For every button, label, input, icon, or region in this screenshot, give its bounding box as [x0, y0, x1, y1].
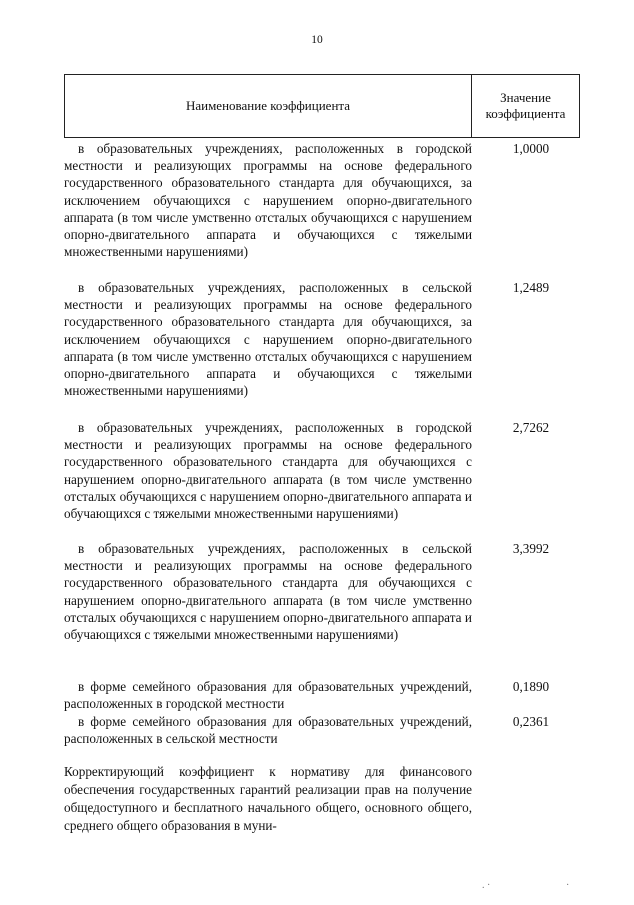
row-description: в форме семейного образования для образовательных учреждений, расположенных в сельской местности	[64, 714, 472, 747]
closing-paragraph: Корректирующий коэффициент к нормативу для финансового обеспечения государственных гарантий реализации прав на получение общедоступного и бесплатного начального общего, основного общего, среднего общего образования в муни-	[64, 764, 472, 833]
column-header-value: Значение коэффициента	[485, 90, 566, 121]
scan-artifact: . ·	[482, 880, 491, 891]
row-value: 0,1890	[512, 679, 550, 694]
row-description: в образовательных учреждениях, расположенных в городской местности и реализующих программы на основе федерального государственного образовательного стандарта для обучающихся с нарушением опорно-двигательного аппарата (в том числе умственно отсталых обучающихся с нарушением опорно-двигательного аппарата и обучающихся с тяжелыми множественными нарушениями)	[64, 420, 472, 522]
row-value: 0,2361	[512, 714, 550, 729]
column-header-name: Наименование коэффициента	[185, 98, 351, 113]
table-header	[64, 74, 580, 138]
row-value: 1,0000	[512, 141, 550, 156]
scan-artifact: ·	[566, 880, 570, 891]
row-value: 1,2489	[512, 280, 550, 295]
row-description: в образовательных учреждениях, расположенных в сельской местности и реализующих программы на основе федерального государственного образовательного стандарта для обучающихся, за исключением обучающихся с нарушением опорно-двигательного аппарата (в том числе умственно отсталых обучающихся с нарушением опорно-двигательного аппарата и обучающихся с тяжелыми множественными нарушениями)	[64, 280, 472, 399]
row-description: в образовательных учреждениях, расположенных в сельской местности и реализующих программы на основе федерального государственного образовательного стандарта для обучающихся с нарушением опорно-двигательного аппарата (в том числе умственно отсталых обучающихся с нарушением опорно-двигательного аппарата и обучающихся с тяжелыми множественными нарушениями)	[64, 541, 472, 643]
row-description: в форме семейного образования для образовательных учреждений, расположенных в городской местности	[64, 679, 472, 712]
row-value: 2,7262	[512, 420, 550, 435]
page-number: 10	[311, 34, 323, 46]
row-description: в образовательных учреждениях, расположенных в городской местности и реализующих программы на основе федерального государственного образовательного стандарта для обучающихся, за исключением обучающихся с нарушением опорно-двигательного аппарата (в том числе умственно отсталых обучающихся с нарушением опорно-двигательного аппарата и обучающихся с тяжелыми множественными нарушениями)	[64, 141, 472, 260]
row-value: 3,3992	[512, 541, 550, 556]
